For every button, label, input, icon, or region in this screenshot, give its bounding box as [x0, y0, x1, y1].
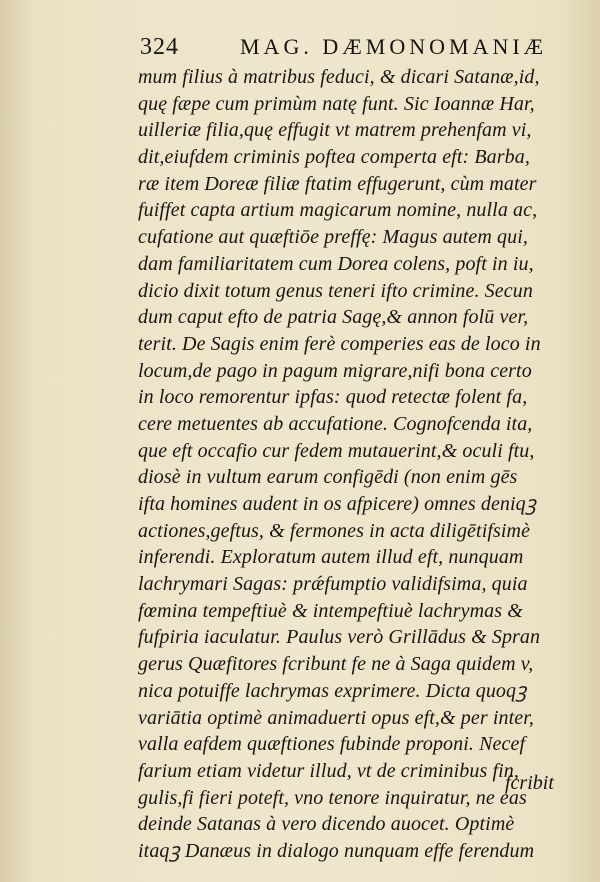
text-line: dum caput efto de patria Sagę,& annon folū ver, — [138, 306, 529, 329]
text-line: dam familiaritatem cum Dorea colens, poft in iu, — [138, 252, 534, 275]
text-line: diosè in vultum earum configēdi (non enim gēs — [138, 466, 518, 489]
text-line: uilleriæ filia,quę effugit vt matrem prehenfam vi, — [138, 119, 532, 142]
text-line: dit,eiufdem criminis poftea comperta eft: Barba, — [138, 146, 530, 169]
text-line: ifta homines audent in os afpicere) omnes deniqꝫ — [138, 493, 537, 515]
text-line: actiones,geftus, & fermones in acta diligētifsimè — [138, 519, 531, 542]
text-line: inferendi. Exploratum autem illud eft, nunquam — [138, 546, 524, 569]
text-line: mum filius à matribus feduci, & dicari Satanæ,id, — [138, 66, 540, 88]
text-line: valla eafdem quæftiones fubinde proponi. Necef — [138, 733, 526, 756]
text-line: que eft occafio cur fedem mutauerint,& oculi ftu, — [138, 439, 535, 462]
body-text — [138, 64, 578, 865]
text-line: fœmina tempeftiuè & intempeftiuè lachrymas & — [138, 599, 523, 622]
page-number: 324 — [140, 34, 179, 60]
text-line: fuiffet capta artium magicarum nomine, nulla ac, — [138, 199, 538, 222]
text-line: terit. De Sagis enim ferè comperies eas de loco in — [138, 332, 541, 355]
text-line: cere metuentes ab accufatione. Cognofcenda ita, — [138, 412, 533, 435]
text-line: variātia optimè animaduerti opus eft,& per inter, — [138, 706, 534, 729]
text-line: deinde Satanas à vero dicendo auocet. Optimè — [138, 813, 515, 836]
page-header — [140, 30, 580, 66]
text-line: cufatione aut quæftiōe preffę: Magus autem qui, — [138, 226, 529, 249]
text-line: nica potuiffe lachrymas exprimere. Dicta quoqꝫ — [138, 679, 527, 702]
running-title: MAG. DÆMONOMANIÆ — [240, 34, 548, 59]
text-line: gerus Quæfitores fcribunt fe ne à Saga quidem v, — [138, 653, 534, 676]
text-line: farium etiam videtur illud, vt de criminibus fin, — [138, 759, 519, 782]
text-line: itaqꝫ Danæus in dialogo nunquam effe ferendum — [138, 839, 535, 862]
text-line: ræ item Doreæ filiæ ftatim effugerunt, cùm mater — [138, 172, 537, 195]
text-line: in loco remorentur ipfas: quod retectæ folent fa, — [138, 386, 528, 409]
catchword: fcribit — [505, 772, 554, 794]
text-line: gulis,fi fieri poteft, vno tenore inquiratur, ne eas — [138, 786, 527, 809]
text-line: quę fæpe cum primùm natę funt. Sic Ioannæ Har, — [138, 92, 535, 115]
text-line: lachrymari Sagas: prǽfumptio validifsima, quia — [138, 573, 528, 596]
text-line: fufpiria iaculatur. Paulus verò Grillādus & Spran — [138, 626, 541, 649]
text-line: dicio dixit totum genus teneri ifto crimine. Secun — [138, 279, 533, 302]
text-line: locum,de pago in pagum migrare,nifi bona certo — [138, 359, 532, 382]
